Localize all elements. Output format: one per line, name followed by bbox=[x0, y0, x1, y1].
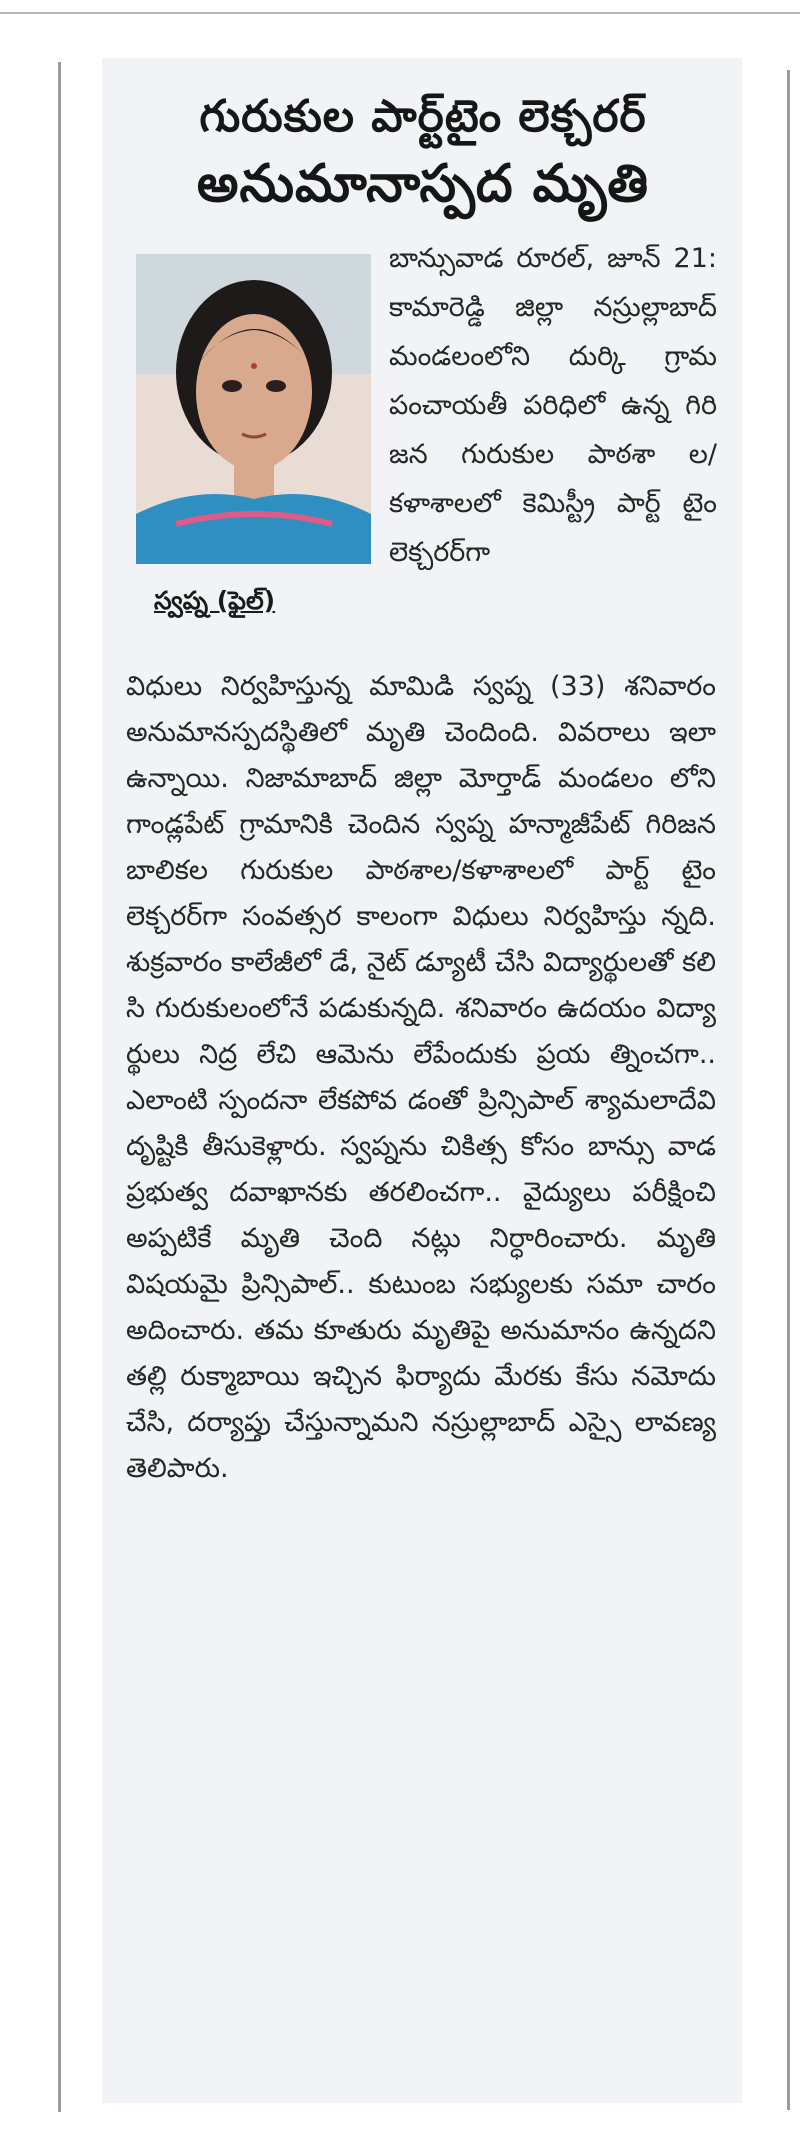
headline bbox=[126, 86, 720, 220]
lead-paragraph: బాన్సువాడ రూరల్, జూన్ 21: కామారెడ్డి జిల్లా నస్రుల్లాబాద్ మండలంలోని దుర్కి గ్రామ పంచాయతీ పరిధిలో ఉన్న గిరి జన గురుకుల పాఠశా ల/కళాశాలలో కెమిస్ట్రీ పార్ట్ టైం లెక్చరర్‌గా bbox=[389, 243, 717, 568]
portrait-photo bbox=[136, 254, 371, 564]
article-body: విధులు నిర్వహిస్తున్న మామిడి స్వప్న (33) శనివారం అనుమానస్పదస్థితిలో మృతి చెందింది. వివరాలు ఇలా ఉన్నాయి. నిజామాబాద్ జిల్లా మోర్తాడ్ మండలం లోని గాండ్లపేట్ గ్రామానికి చెందిన స్వప్న హన్మాజీపేట్ గిరిజన బాలికల గురుకుల పాఠశాల/కళాశాలలో పార్ట్ టైం లెక్చరర్‌గా సంవత్సర కాలంగా విధులు నిర్వహిస్తు న్నది. శుక్రవారం కాలేజీలో డే, నైట్ డ్యూటీ చేసి విద్యార్థులతో కలి సి గురుకులంలోనే పడుకున్నది. శనివారం ఉదయం విద్యా ర్థులు నిద్ర లేచి ఆమెను లేపేందుకు ప్రయ త్నించగా.. ఎలాంటి స్పందనా లేకపోవ డంతో ప్రిన్సిపాల్ శ్యామలాదేవి దృష్టికి తీసుకెళ్లారు. స్వప్నను చికిత్స కోసం బాన్సు వాడ ప్రభుత్వ దవాఖానకు తరలించగా.. వైద్యులు పరీక్షించి అప్పటికే మృతి చెంది నట్లు నిర్ధారించారు. మృతి విషయమై ప్రిన్సిపాల్.. కుటుంబ సభ్యులకు సమా చారం అదించారు. తమ కూతురు మృతిపై అనుమానం ఉన్నదని తల్లి రుక్మాబాయి ఇచ్చిన ఫిర్యాదు మేరకు కేసు నమోదు చేసి, దర్యాప్తు చేస్తున్నామని నస్రుల్లాబాద్ ఎస్సై లావణ్య తెలిపారు. bbox=[126, 671, 716, 1484]
article-lead-block bbox=[126, 234, 720, 664]
photo-caption: స్వప్న (ఫైల్) bbox=[154, 586, 276, 615]
news-article bbox=[102, 58, 742, 2103]
portrait-illustration bbox=[136, 254, 371, 564]
right-column-rule bbox=[787, 70, 790, 2110]
left-column-rule bbox=[58, 62, 61, 2112]
top-divider bbox=[0, 12, 800, 14]
headline-line-2: అనుమానాస్పద మృతి bbox=[196, 154, 650, 214]
headline-line-1: గురుకుల పార్ట్‌టైం లెక్చరర్ bbox=[199, 91, 647, 142]
